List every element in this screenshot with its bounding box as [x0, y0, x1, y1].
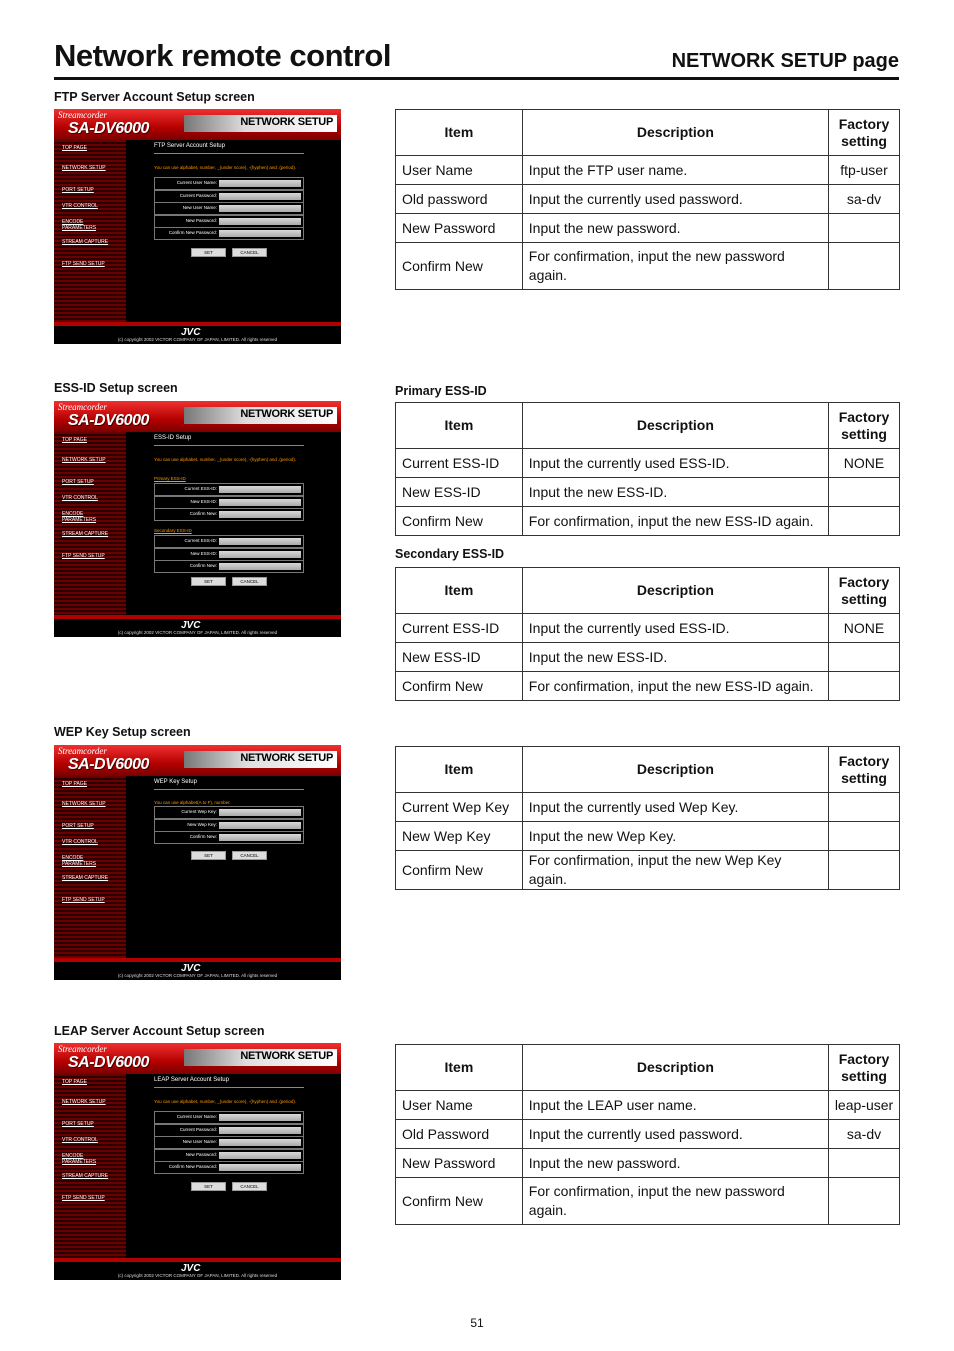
factory-setting-cell — [829, 1178, 900, 1225]
item-header: Item — [396, 747, 523, 793]
item-cell: Current ESS-ID — [396, 449, 523, 478]
item-cell: Confirm New — [396, 507, 523, 536]
description-header: Description — [522, 1045, 828, 1091]
screen-title: FTP Server Account Setup — [154, 143, 225, 149]
form-row — [154, 496, 304, 509]
page-subtitle: NETWORK SETUP page — [671, 50, 899, 72]
table-row — [396, 643, 900, 672]
form-row — [154, 1124, 304, 1137]
item-cell: Confirm New — [396, 851, 523, 890]
item-cell: New Wep Key — [396, 822, 523, 851]
jvc-logo: JVC — [181, 327, 201, 338]
description-header: Description — [522, 110, 828, 156]
field-label: New Wep Key: — [187, 821, 217, 827]
factory-setting-cell — [829, 851, 900, 890]
field-label: Confirm New: — [189, 563, 217, 568]
jvc-logo: JVC — [181, 620, 201, 631]
field-input — [219, 180, 301, 187]
field-label: New User Name: — [182, 205, 217, 210]
banner-label: NETWORK SETUP — [240, 1050, 333, 1062]
table-row — [396, 243, 900, 290]
nav-link: VTR CONTROL — [62, 495, 98, 501]
item-cell: New Password — [396, 1149, 523, 1178]
form-row — [154, 1136, 304, 1149]
secondary-subtitle: Secondary ESS-ID — [154, 528, 192, 533]
nav-link: PORT SETUP — [62, 823, 94, 829]
nav-link: PORT SETUP — [62, 479, 94, 485]
nav-link: TOP PAGE — [62, 781, 88, 787]
ftp-section-label: FTP Server Account Setup screen — [54, 90, 255, 104]
banner-label: NETWORK SETUP — [240, 752, 333, 764]
field-input — [219, 499, 301, 506]
brand-tagline: Streamcorder — [58, 1044, 107, 1054]
screen-sidebar — [54, 432, 126, 615]
nav-link: ENCODE PARAMETERS — [62, 1153, 97, 1165]
field-label: Confirm New Password: — [168, 230, 217, 235]
table-row — [396, 1149, 900, 1178]
item-cell: Current ESS-ID — [396, 614, 523, 643]
description-cell: Input the FTP user name. — [522, 156, 828, 185]
factory-setting-cell — [829, 507, 900, 536]
screen-title: ESS-ID Setup — [154, 435, 192, 441]
field-input — [219, 551, 301, 558]
item-cell: Confirm New — [396, 1178, 523, 1225]
table-row — [396, 822, 900, 851]
leap-table — [395, 1044, 900, 1225]
field-label: Confirm New Password: — [168, 1164, 217, 1169]
brand-tagline: Streamcorder — [58, 110, 107, 120]
page-number: 51 — [470, 1316, 484, 1330]
item-header: Item — [396, 568, 523, 614]
nav-link: TOP PAGE — [62, 145, 88, 151]
field-input — [219, 486, 301, 493]
set-button: SET — [191, 851, 226, 860]
banner-bar — [184, 1049, 337, 1066]
field-input — [219, 193, 301, 200]
nav-link: FTP SEND SETUP — [62, 553, 105, 559]
nav-link: ENCODE PARAMETERS — [62, 855, 97, 867]
title-divider — [154, 1087, 304, 1088]
table-row — [396, 1120, 900, 1149]
form-row — [154, 535, 304, 548]
banner-bar — [184, 751, 337, 768]
factory-setting-cell: NONE — [829, 614, 900, 643]
footer-divider — [54, 322, 341, 326]
factory-setting-cell — [829, 822, 900, 851]
ess-primary-table — [395, 402, 900, 536]
factory-setting-cell — [829, 793, 900, 822]
nav-link: VTR CONTROL — [62, 839, 98, 845]
copyright-text: (c) copyright 2002 VICTOR COMPANY OF JAPAN, LIMITED. All rights reserved — [117, 1273, 278, 1278]
field-label: Current ESS-ID: — [184, 486, 217, 491]
item-cell: Old Password — [396, 1120, 523, 1149]
set-button: SET — [191, 248, 226, 257]
nav-link: ENCODE PARAMETERS — [62, 219, 97, 231]
nav-link: ENCODE PARAMETERS — [62, 511, 97, 523]
description-cell: Input the currently used Wep Key. — [522, 793, 828, 822]
screen-sidebar — [54, 776, 126, 958]
item-cell: User Name — [396, 156, 523, 185]
description-cell: Input the currently used password. — [522, 1120, 828, 1149]
nav-link: STREAM CAPTURE — [62, 1173, 109, 1179]
nav-link: TOP PAGE — [62, 1079, 88, 1085]
banner-label: NETWORK SETUP — [240, 408, 333, 420]
header-rule — [54, 77, 899, 80]
screen-title: LEAP Server Account Setup — [154, 1077, 229, 1083]
description-cell: Input the currently used password. — [522, 185, 828, 214]
table-row — [396, 1091, 900, 1120]
field-input — [219, 1127, 301, 1134]
item-cell: Confirm New — [396, 243, 523, 290]
description-cell: For confirmation, input the new ESS-ID again. — [522, 672, 828, 701]
nav-link: FTP SEND SETUP — [62, 261, 105, 267]
field-input — [219, 1152, 301, 1159]
description-cell: For confirmation, input the new Wep Key again. — [522, 851, 828, 890]
description-cell: Input the new password. — [522, 1149, 828, 1178]
leap-section-label: LEAP Server Account Setup screen — [54, 1024, 265, 1038]
form-row — [154, 1111, 304, 1124]
field-label: Current ESS-ID: — [184, 538, 217, 543]
form-row — [154, 202, 304, 215]
jvc-logo: JVC — [181, 1263, 201, 1274]
field-label: Current Wep Key: — [181, 809, 217, 814]
table-row — [396, 851, 900, 890]
table-row — [396, 478, 900, 507]
item-header: Item — [396, 1045, 523, 1091]
form-row — [154, 1149, 304, 1162]
secondary-ess-label: Secondary ESS-ID — [395, 547, 505, 561]
item-cell: New ESS-ID — [396, 643, 523, 672]
table-row — [396, 214, 900, 243]
nav-link: STREAM CAPTURE — [62, 875, 109, 881]
description-cell: For confirmation, input the new ESS-ID again. — [522, 507, 828, 536]
factory-setting-cell — [829, 243, 900, 290]
wep-table — [395, 746, 900, 890]
field-label: New ESS-ID: — [190, 550, 217, 556]
form-row — [154, 819, 304, 832]
table-row — [396, 449, 900, 478]
form-row — [154, 508, 304, 521]
nav-link: NETWORK SETUP — [62, 457, 106, 463]
factory-header: Factory setting — [829, 1045, 900, 1091]
description-cell: Input the currently used ESS-ID. — [522, 614, 828, 643]
screen-footer — [54, 615, 341, 637]
field-label: Confirm New: — [189, 834, 217, 839]
ess-id-setup-screenshot — [54, 401, 341, 637]
field-label: New Password: — [185, 217, 217, 223]
screen-footer — [54, 1258, 341, 1280]
nav-link: FTP SEND SETUP — [62, 897, 105, 903]
factory-setting-cell: ftp-user — [829, 156, 900, 185]
item-cell: Old password — [396, 185, 523, 214]
factory-setting-cell — [829, 672, 900, 701]
footer-divider — [54, 615, 341, 619]
jvc-logo: JVC — [181, 963, 201, 974]
nav-link: STREAM CAPTURE — [62, 239, 109, 245]
factory-setting-cell: NONE — [829, 449, 900, 478]
title-divider — [154, 153, 304, 154]
field-label: Current User Name: — [176, 1114, 217, 1119]
table-row — [396, 1178, 900, 1225]
factory-setting-cell: sa-dv — [829, 185, 900, 214]
item-cell: Current Wep Key — [396, 793, 523, 822]
nav-link: FTP SEND SETUP — [62, 1195, 105, 1201]
form-row — [154, 806, 304, 819]
form-row — [154, 227, 304, 240]
field-input — [219, 1164, 301, 1171]
form-row — [154, 560, 304, 573]
brand-logo: SA-DV6000 — [68, 120, 149, 137]
item-cell: New ESS-ID — [396, 478, 523, 507]
cancel-button: CANCEL — [232, 1182, 267, 1191]
item-header: Item — [396, 403, 523, 449]
field-label: Confirm New: — [189, 511, 217, 516]
screen-sidebar — [54, 1074, 126, 1258]
footer-divider — [54, 1258, 341, 1262]
nav-link: PORT SETUP — [62, 1121, 94, 1127]
factory-setting-cell — [829, 214, 900, 243]
factory-header: Factory setting — [829, 403, 900, 449]
copyright-text: (c) copyright 2002 VICTOR COMPANY OF JAPAN, LIMITED. All rights reserved — [117, 973, 278, 978]
cancel-button: CANCEL — [232, 248, 267, 257]
field-input — [219, 834, 301, 841]
form-row — [154, 1161, 304, 1174]
nav-link: VTR CONTROL — [62, 1137, 98, 1143]
screen-header — [54, 401, 341, 432]
field-input — [219, 1139, 301, 1146]
ess-section-label: ESS-ID Setup screen — [54, 381, 178, 395]
hint-text: You can use alphabet(A to F), number. — [154, 800, 231, 805]
banner-bar — [184, 407, 337, 424]
hint-text: You can use alphabet, number, _(under score), -(hyphen) and .(period). — [154, 457, 297, 462]
nav-link: NETWORK SETUP — [62, 801, 106, 807]
brand-tagline: Streamcorder — [58, 746, 107, 756]
field-input — [219, 1114, 301, 1121]
item-cell: New Password — [396, 214, 523, 243]
title-divider — [154, 445, 304, 446]
description-cell: Input the new ESS-ID. — [522, 478, 828, 507]
page-title: Network remote control — [54, 38, 391, 73]
field-input — [219, 563, 301, 570]
field-input — [219, 218, 301, 225]
primary-subtitle: Primary ESS-ID — [154, 476, 186, 481]
factory-setting-cell — [829, 478, 900, 507]
table-row — [396, 185, 900, 214]
screen-footer — [54, 322, 341, 344]
form-row — [154, 177, 304, 190]
factory-setting-cell: sa-dv — [829, 1120, 900, 1149]
brand-logo: SA-DV6000 — [68, 412, 149, 429]
description-header: Description — [522, 747, 828, 793]
wep-section-label: WEP Key Setup screen — [54, 725, 191, 739]
brand-tagline: Streamcorder — [58, 402, 107, 412]
field-input — [219, 822, 301, 829]
set-button: SET — [191, 577, 226, 586]
primary-ess-label: Primary ESS-ID — [395, 384, 487, 398]
form-row — [154, 548, 304, 561]
field-input — [219, 538, 301, 545]
screen-header — [54, 1043, 341, 1074]
cancel-button: CANCEL — [232, 851, 267, 860]
screen-footer — [54, 958, 341, 980]
screen-header — [54, 109, 341, 140]
hint-text: You can use alphabet, number, _(under score), -(hyphen) and .(period). — [154, 1099, 297, 1104]
description-cell: Input the LEAP user name. — [522, 1091, 828, 1120]
field-label: New Password: — [185, 1151, 217, 1157]
hint-text: You can use alphabet, number, _(under score), -(hyphen) and .(period). — [154, 165, 297, 170]
field-label: New User Name: — [182, 1139, 217, 1144]
brand-logo: SA-DV6000 — [68, 756, 149, 773]
description-cell: Input the new ESS-ID. — [522, 643, 828, 672]
field-label: Current Password: — [179, 192, 217, 198]
factory-header: Factory setting — [829, 568, 900, 614]
field-input — [219, 511, 301, 518]
nav-link: STREAM CAPTURE — [62, 531, 109, 537]
screen-sidebar — [54, 140, 126, 322]
factory-setting-cell — [829, 643, 900, 672]
description-header: Description — [522, 403, 828, 449]
field-input — [219, 809, 301, 816]
nav-link: TOP PAGE — [62, 437, 88, 443]
nav-link: NETWORK SETUP — [62, 165, 106, 171]
nav-link: NETWORK SETUP — [62, 1099, 106, 1105]
field-label: New ESS-ID: — [190, 498, 217, 504]
copyright-text: (c) copyright 2002 VICTOR COMPANY OF JAPAN, LIMITED. All rights reserved — [117, 337, 278, 342]
copyright-text: (c) copyright 2002 VICTOR COMPANY OF JAPAN, LIMITED. All rights reserved — [117, 630, 278, 635]
field-input — [219, 230, 301, 237]
description-cell: For confirmation, input the new password again. — [522, 1178, 828, 1225]
screen-header — [54, 745, 341, 776]
description-cell: Input the currently used ESS-ID. — [522, 449, 828, 478]
description-cell: For confirmation, input the new password again. — [522, 243, 828, 290]
title-divider — [154, 789, 304, 790]
description-cell: Input the new Wep Key. — [522, 822, 828, 851]
wep-key-setup-screenshot — [54, 745, 341, 980]
item-cell: Confirm New — [396, 672, 523, 701]
form-row — [154, 215, 304, 228]
leap-setup-screenshot — [54, 1043, 341, 1280]
nav-link: VTR CONTROL — [62, 203, 98, 209]
form-row — [154, 190, 304, 203]
field-input — [219, 205, 301, 212]
item-cell: User Name — [396, 1091, 523, 1120]
factory-setting-cell: leap-user — [829, 1091, 900, 1120]
table-row — [396, 672, 900, 701]
table-row — [396, 614, 900, 643]
description-cell: Input the new password. — [522, 214, 828, 243]
nav-link: PORT SETUP — [62, 187, 94, 193]
form-row — [154, 831, 304, 844]
item-header: Item — [396, 110, 523, 156]
screen-title: WEP Key Setup — [154, 779, 197, 785]
set-button: SET — [191, 1182, 226, 1191]
ftp-setup-screenshot — [54, 109, 341, 344]
factory-setting-cell — [829, 1149, 900, 1178]
banner-bar — [184, 115, 337, 132]
brand-logo: SA-DV6000 — [68, 1054, 149, 1071]
ess-secondary-table — [395, 567, 900, 701]
table-row — [396, 507, 900, 536]
banner-label: NETWORK SETUP — [240, 116, 333, 128]
field-label: Current User Name: — [176, 180, 217, 185]
factory-header: Factory setting — [829, 110, 900, 156]
table-row — [396, 793, 900, 822]
form-row — [154, 483, 304, 496]
description-header: Description — [522, 568, 828, 614]
ftp-settings-table — [395, 109, 900, 290]
factory-header: Factory setting — [829, 747, 900, 793]
field-label: Current Password: — [179, 1126, 217, 1132]
table-row — [396, 156, 900, 185]
footer-divider — [54, 958, 341, 962]
cancel-button: CANCEL — [232, 577, 267, 586]
